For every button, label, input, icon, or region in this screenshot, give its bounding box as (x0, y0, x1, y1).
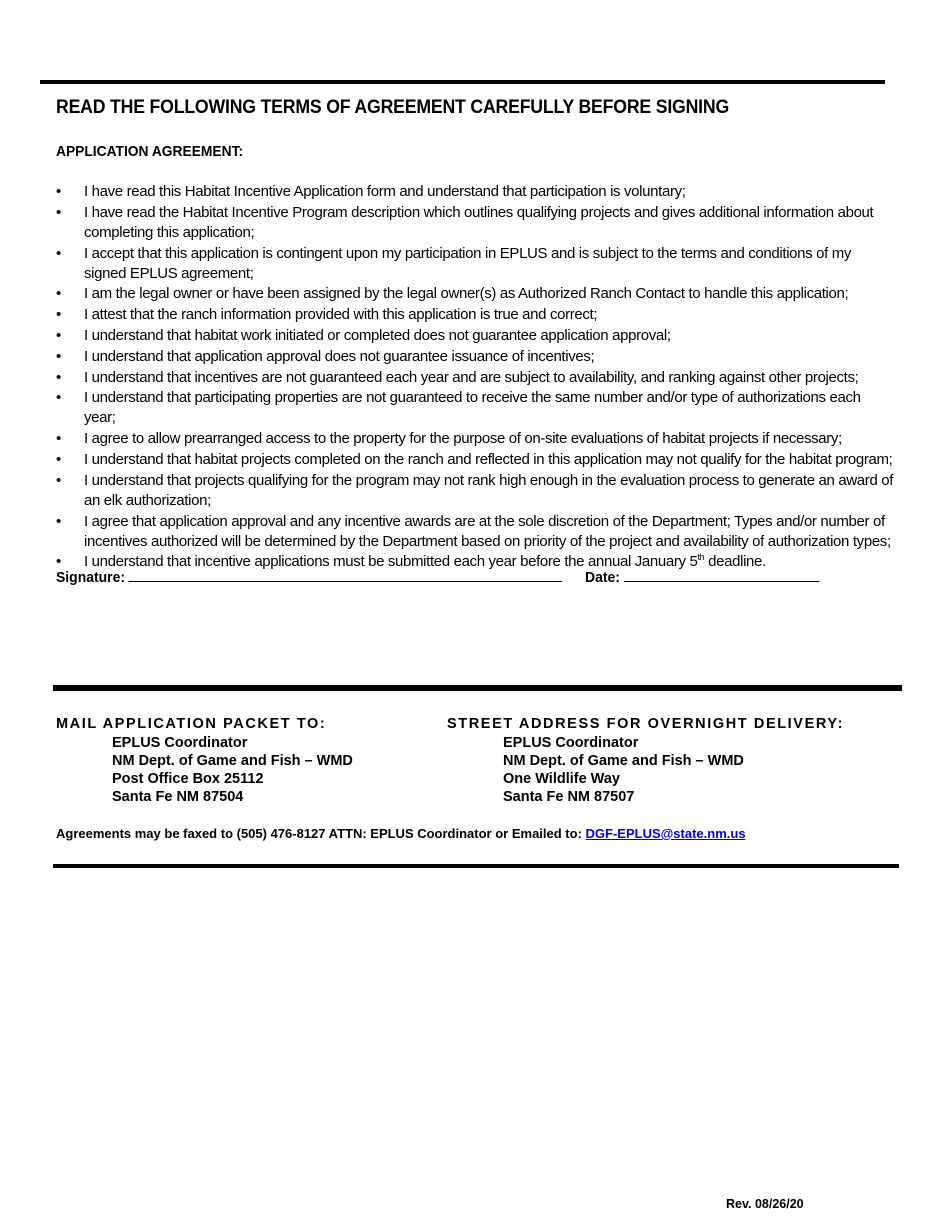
terms-list (56, 182, 896, 573)
address-line: NM Dept. of Game and Fish – WMD (503, 753, 744, 769)
term-item: • I am the legal owner or have been assigned by the legal owner(s) as Authorized Ranch Contact to handle this application; (56, 284, 896, 304)
term-item: • I understand that incentives are not guaranteed each year and are subject to availability, and ranking against other projects; (56, 368, 896, 388)
date-line[interactable] (624, 569, 819, 582)
address-line: One Wildlife Way (503, 771, 620, 787)
date-field[interactable] (585, 569, 819, 586)
address-line: Post Office Box 25112 (112, 771, 264, 787)
mail-address-block (56, 716, 353, 806)
signature-line[interactable] (129, 569, 562, 582)
address-line: Santa Fe NM 87507 (503, 789, 635, 805)
top-divider (40, 80, 885, 84)
contact-note (56, 826, 746, 841)
address-line: NM Dept. of Game and Fish – WMD (112, 753, 353, 769)
date-label: Date: (585, 569, 620, 586)
term-item: • I accept that this application is contingent upon my participation in EPLUS and is subject to the terms and conditions of my signed EPLUS agreement; (56, 244, 896, 284)
signature-field[interactable] (56, 569, 562, 586)
section-heading: APPLICATION AGREEMENT: (56, 143, 244, 160)
section-divider (53, 685, 902, 691)
contact-note-text: Agreements may be faxed to (505) 476-8127 ATTN: EPLUS Coordinator or Emailed to: (56, 826, 586, 841)
ordinal-suffix: th (697, 552, 705, 563)
term-item: • I agree that application approval and any incentive awards are at the sole discretion of the Department; Types and/or number of incentives authorized will be determined by the Department based on priority of the project and availability of authorization types; (56, 512, 896, 552)
term-text-end: deadline. (704, 553, 766, 571)
street-address-title: STREET ADDRESS FOR OVERNIGHT DELIVERY: (447, 716, 845, 732)
mail-address-title: MAIL APPLICATION PACKET TO: (56, 716, 327, 732)
address-line: Santa Fe NM 87504 (112, 789, 244, 805)
revision-date: Rev. 08/26/20 (726, 1197, 804, 1211)
term-item: • I have read this Habitat Incentive Application form and understand that participation is voluntary; (56, 182, 896, 202)
term-item: • I understand that habitat projects completed on the ranch and reflected in this application may not qualify for the habitat program; (56, 450, 896, 470)
term-text: I understand that incentive applications must be submitted each year before the annual January 5 (84, 553, 698, 571)
term-item: • I have read the Habitat Incentive Program description which outlines qualifying projects and gives additional information about completing this application; (56, 203, 896, 243)
address-line: EPLUS Coordinator (112, 735, 248, 751)
term-item: • I understand that application approval does not guarantee issuance of incentives; (56, 347, 896, 367)
signature-label: Signature: (56, 569, 125, 586)
address-line: EPLUS Coordinator (503, 735, 639, 751)
term-item: • I understand that projects qualifying for the program may not rank high enough in the evaluation process to generate an award of an elk authorization; (56, 471, 896, 511)
page-title: READ THE FOLLOWING TERMS OF AGREEMENT CAREFULLY BEFORE SIGNING (56, 97, 730, 118)
term-item: • I agree to allow prearranged access to the property for the purpose of on-site evaluations of habitat projects if necessary; (56, 429, 896, 449)
term-item: • I understand that habitat work initiated or completed does not guarantee application approval; (56, 326, 896, 346)
term-item: • I attest that the ranch information provided with this application is true and correct; (56, 305, 896, 325)
bottom-divider (53, 864, 899, 868)
street-address-block (447, 716, 844, 806)
term-item: • I understand that participating properties are not guaranteed to receive the same number and/or type of authorizations each year; (56, 388, 896, 428)
email-link[interactable]: DGF-EPLUS@state.nm.us (585, 826, 746, 841)
